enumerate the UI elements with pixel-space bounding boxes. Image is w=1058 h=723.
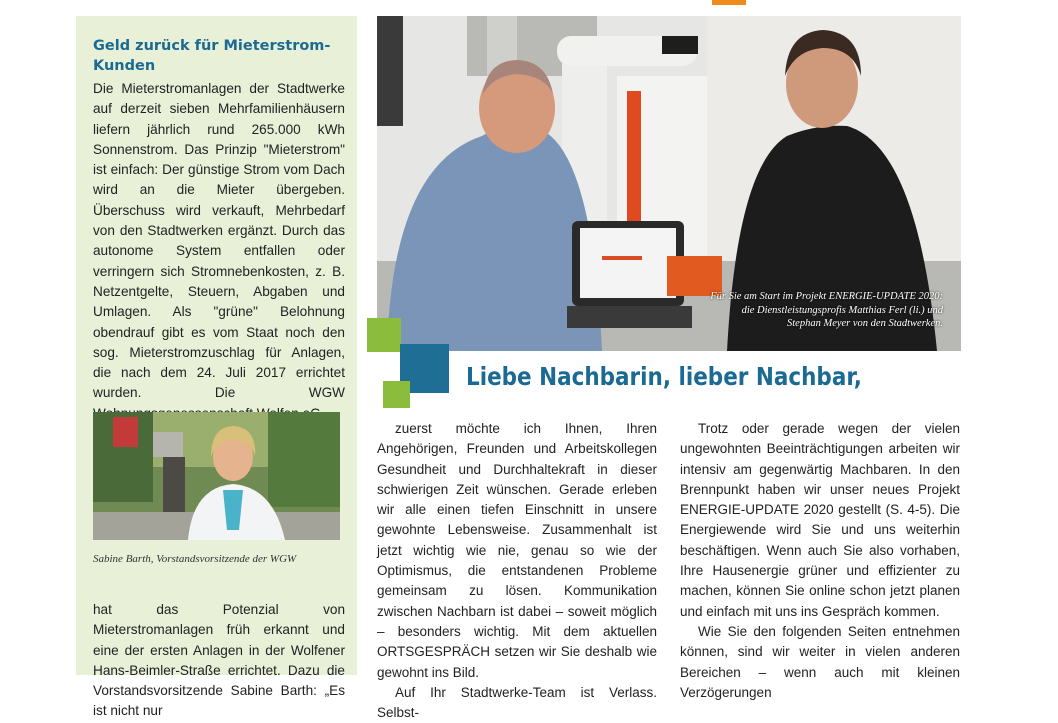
sidebar-title: Geld zurück für Mieterstrom-Kunden (93, 38, 331, 74)
sidebar-paragraph-1: Die Mieterstromanlagen der Stadtwerke auf derzeit sieben Mehrfamilienhäusern liefern jährlich rund 265.000 kWh Sonnenstrom. Das Prinzip "Mieterstrom" ist einfach: Der günstige Strom vom Dach wird an die Mieter übergeben. Überschuss wird verkauft, Mehrbedarf von den Stadtwerken ergänzt. Durch das autonome System entfallen oder verringern sich Stromnebenkosten, z. B. Netzentgelte, Steuern, Abgaben und Umlagen. Als "grüne" Belohnung obendrauf gibt es vom Staat noch den sog. Mieterstromzuschlag für Anlagen, die nach dem 24. Juli 2017 errichtet wurden. Die WGW (93, 81, 345, 401)
sidebar-paragraph-2: hat das Potenzial von Mieterstromanlagen früh erkannt und eine der ersten Anlagen in der Wolfener Hans-Beimler-Straße errichtet. Dazu die Vorstandsvorsitzende Sabine Barth: „Es ist nicht nur (93, 602, 345, 719)
right-paragraph-1: Trotz oder gerade wegen der vielen ungewohnten Beeinträchtigungen arbeiten wir intensiv am gegenwärtig Machbaren. In den Brennpunkt haben wir unser neues Projekt ENERGIE-UPDATE 2020 gestellt (S. 4-5). Die Energiewende wird Sie und uns weiterhin beschäftigen. Wenn auch Sie also vorhaben, Ihre Hausenergie grüner und effizienter zu machen, können Sie online schon jetzt planen und einfach mit uns ins Gespräch kommen. (680, 421, 960, 619)
top-orange-mark (712, 0, 746, 5)
photo-caption-line-2: die Dienstleistungsprofis Matthias Ferl (li.) und (741, 304, 943, 316)
left-paragraph-1: zuerst möchte ich Ihnen, Ihren Angehörigen, Freunden und Arbeitskollegen Gesundheit und Durchhaltekraft in dieser schwierigen Zeit wünschen. Gerade erleben wir alle einen tiefen Einschnitt in unsere gewohnte Lebensweise. Zusammenhalt ist jetzt wichtig wie nie, genau so wie der Optimismus, die entstandenen Probleme gemeinsam zu lösen. Kommunikation zwischen Nachbarn ist dabei – soweit möglich – besonders wichtig. Mit dem aktuellen ORTSGESPRÄCH setzen wir Sie deshalb wie gewohnt ins Bild. (377, 421, 657, 680)
article-column-left (377, 419, 657, 723)
article-headline: Liebe Nachbarin, lieber Nachbar, (466, 362, 862, 391)
photo-caption (643, 290, 943, 331)
portrait-photo (93, 412, 340, 540)
sidebar-infobox (76, 16, 357, 719)
main-photo (377, 16, 961, 351)
article-column-right (680, 419, 960, 703)
photo-caption-line-1: Für Sie am Start im Projekt ENERGIE-UPDATE 2020: (710, 291, 943, 302)
photo-caption-line-3: Stephan Meyer von den Stadtwerken. (787, 318, 943, 329)
decor-square-green-bottom (383, 381, 410, 408)
decor-square-green-top (367, 318, 401, 352)
portrait-caption: Sabine Barth, Vorstandsvorsitzende der WGW (93, 553, 297, 565)
right-paragraph-2: Wie Sie den folgenden Seiten entnehmen können, sind wir weiter in vielen anderen Bereichen – wenn auch mit kleinen Verzögerungen (680, 623, 960, 700)
left-paragraph-2: Auf Ihr Stadtwerke-Team ist Verlass. Selbst- (377, 684, 657, 721)
